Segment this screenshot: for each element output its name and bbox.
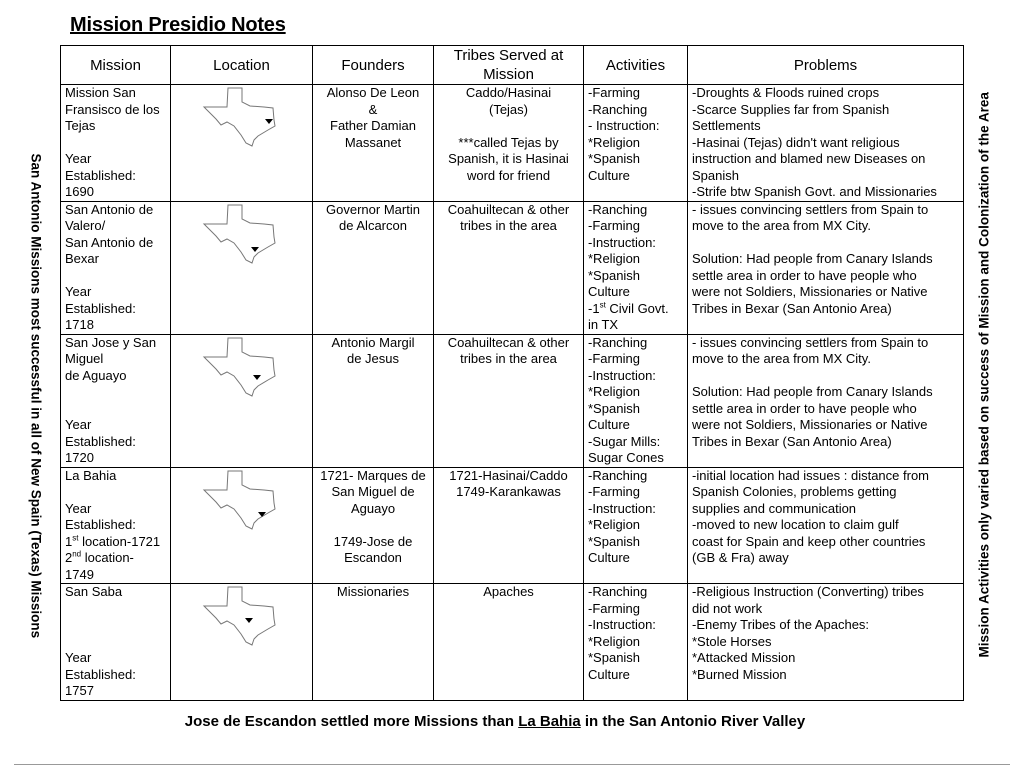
- activities-cell: [584, 334, 688, 467]
- activity-line: -Ranching: [588, 201, 648, 217]
- tribes-line: word for friend: [466, 167, 551, 183]
- founders-line: &: [368, 101, 378, 117]
- problem-line: move to the area from MX City.: [692, 351, 871, 366]
- location-cell: [171, 467, 313, 584]
- footer-text: in the San Antonio River Valley: [580, 713, 806, 730]
- activity-line: -Farming: [588, 218, 641, 233]
- table-row: [61, 334, 964, 467]
- founders-line: 1721- Marques de: [320, 467, 426, 483]
- activity-line: Culture: [588, 666, 630, 682]
- founders-cell: [313, 85, 434, 202]
- activity-line: *Religion: [588, 384, 641, 399]
- header-tribes: Tribes Served at Mission: [434, 46, 584, 85]
- table-row: [61, 85, 964, 202]
- founders-line: Governor Martin: [326, 201, 420, 217]
- established-label: Established:: [65, 666, 136, 682]
- problems-cell: [688, 85, 964, 202]
- location-date-line: 2nd location-: [65, 549, 134, 565]
- problem-line: settle area in order to have people who: [692, 267, 917, 283]
- table-row: [61, 467, 964, 584]
- problem-line: *Attacked Mission: [692, 650, 796, 665]
- tribes-cell: [434, 85, 584, 202]
- texas-map-icon: [202, 335, 282, 397]
- page-title: Mission Presidio Notes: [70, 14, 286, 36]
- activity-line: *Spanish: [588, 267, 641, 283]
- tribes-cell: [434, 201, 584, 334]
- activity-line: in TX: [588, 317, 619, 332]
- activity-line: Culture: [588, 167, 630, 183]
- activity-line: -1st Civil Govt.: [588, 300, 669, 316]
- problem-line: -initial location had issues : distance from: [692, 467, 930, 483]
- founders-cell: [313, 334, 434, 467]
- mission-cell: [61, 334, 171, 467]
- tribes-line: Caddo/Hasinai: [465, 85, 552, 100]
- year-value: 1720: [65, 450, 94, 465]
- activities-cell: [584, 584, 688, 701]
- established-label: Established:: [65, 167, 136, 183]
- tribes-line: Coahuiltecan & other: [447, 334, 570, 350]
- activity-line: *Spanish: [588, 650, 641, 665]
- activity-line: -Farming: [588, 484, 641, 499]
- activity-line: *Religion: [588, 633, 641, 649]
- mission-name-line: San Antonio de: [65, 201, 154, 217]
- left-margin-note: San Antonio Missions most successful in all of New Spain (Texas) Missions: [28, 153, 44, 639]
- mission-notes-table: [60, 45, 964, 701]
- header-row: [61, 46, 964, 85]
- problem-line: Tribes in Bexar (San Antonio Area): [692, 433, 892, 449]
- year-label: Year: [65, 417, 92, 432]
- header-founders: Founders: [313, 46, 434, 85]
- activity-line: -Sugar Mills:: [588, 433, 661, 449]
- year-label: Year: [65, 284, 92, 299]
- founders-line: de Jesus: [346, 351, 400, 366]
- problem-line: did not work: [692, 600, 763, 616]
- table-row: [61, 584, 964, 701]
- texas-map-icon: [202, 468, 282, 530]
- activity-line: -Ranching: [588, 584, 648, 599]
- texas-map-icon: [202, 584, 282, 646]
- problem-line: *Stole Horses: [692, 633, 772, 649]
- problem-line: -moved to new location to claim gulf: [692, 517, 899, 532]
- tribes-line: 1721-Hasinai/Caddo: [449, 467, 568, 483]
- activities-cell: [584, 467, 688, 584]
- location-cell: [171, 334, 313, 467]
- year-value: 1757: [65, 683, 94, 698]
- activity-line: -Farming: [588, 351, 641, 366]
- problem-line: -Hasinai (Tejas) didn't want religious: [692, 134, 900, 150]
- activities-cell: [584, 85, 688, 202]
- established-label: Established:: [65, 300, 136, 316]
- problem-line: *Burned Mission: [692, 666, 787, 682]
- mission-cell: [61, 85, 171, 202]
- established-label: Established:: [65, 433, 136, 449]
- problem-line: -Strife btw Spanish Govt. and Missionaries: [692, 184, 937, 199]
- problem-line: - issues convincing settlers from Spain to: [692, 201, 929, 217]
- year-value: 1718: [65, 317, 94, 332]
- problem-line: Solution: Had people from Canary Islands: [692, 384, 933, 399]
- founders-line: 1749-Jose de: [333, 533, 413, 549]
- mission-name-line: Valero/: [65, 218, 106, 233]
- mission-name-line: La Bahia: [65, 467, 117, 483]
- tribes-line: Apaches: [483, 584, 534, 599]
- mission-name-line: de Aguayo: [65, 367, 127, 383]
- problem-line: -Scarce Supplies far from Spanish: [692, 101, 890, 117]
- problems-cell: [688, 334, 964, 467]
- problems-cell: [688, 467, 964, 584]
- tribes-line: (Tejas): [488, 101, 528, 117]
- tribes-line: Spanish, it is Hasinai: [448, 151, 569, 166]
- header-mission: Mission: [61, 46, 171, 85]
- texas-map-icon: [202, 85, 282, 147]
- year-label: Year: [65, 650, 92, 665]
- founders-line: Massanet: [344, 134, 402, 150]
- location-cell: [171, 85, 313, 202]
- founders-cell: [313, 201, 434, 334]
- problem-line: Tribes in Bexar (San Antonio Area): [692, 300, 892, 316]
- activity-line: -Ranching: [588, 101, 648, 117]
- mission-name-line: San Jose y San: [65, 334, 157, 350]
- activity-line: *Religion: [588, 251, 641, 266]
- activity-line: Sugar Cones: [588, 450, 664, 465]
- location-cell: [171, 584, 313, 701]
- activity-line: -Farming: [588, 600, 641, 616]
- activity-line: Culture: [588, 417, 630, 432]
- tribes-cell: [434, 334, 584, 467]
- problem-line: -Enemy Tribes of the Apaches:: [692, 617, 870, 632]
- activity-line: -Instruction:: [588, 500, 656, 516]
- header-location: Location: [171, 46, 313, 85]
- problem-line: Solution: Had people from Canary Islands: [692, 251, 933, 266]
- problems-cell: [688, 201, 964, 334]
- problem-line: -Droughts & Floods ruined crops: [692, 85, 880, 100]
- texas-map-icon: [202, 202, 282, 264]
- problems-cell: [688, 584, 964, 701]
- problem-line: Spanish: [692, 167, 739, 183]
- location-date-line: 1749: [65, 566, 94, 582]
- problem-line: -Religious Instruction (Converting) tribes: [692, 584, 924, 599]
- mission-cell: [61, 467, 171, 584]
- footer-note: [0, 713, 990, 730]
- founders-line: San Miguel de: [331, 484, 415, 499]
- activity-line: -Instruction:: [588, 234, 656, 250]
- problem-line: - issues convincing settlers from Spain to: [692, 334, 929, 350]
- problem-line: move to the area from MX City.: [692, 218, 871, 233]
- tribes-cell: [434, 584, 584, 701]
- tribes-line: 1749-Karankawas: [456, 484, 561, 499]
- activity-line: *Religion: [588, 517, 641, 532]
- activity-line: - Instruction:: [588, 118, 660, 133]
- founders-line: Father Damian: [330, 118, 416, 133]
- activity-line: *Spanish: [588, 151, 641, 166]
- problem-line: (GB & Fra) away: [692, 550, 789, 565]
- year-label: Year: [65, 500, 92, 516]
- location-cell: [171, 201, 313, 334]
- mission-name-line: Bexar: [65, 251, 99, 266]
- footer-highlight: La Bahia: [518, 713, 581, 730]
- activity-line: -Farming: [588, 85, 641, 100]
- tribes-line: tribes in the area: [460, 351, 557, 366]
- activity-line: -Ranching: [588, 334, 648, 350]
- problem-line: instruction and blamed new Diseases on: [692, 151, 926, 166]
- activities-cell: [584, 201, 688, 334]
- activity-line: Culture: [588, 284, 630, 299]
- founders-line: Missionaries: [336, 584, 410, 599]
- founders-cell: [313, 467, 434, 584]
- footer-text: Jose de Escandon settled more Missions than: [184, 713, 519, 730]
- founders-line: Escandon: [344, 550, 402, 565]
- problem-line: Spanish Colonies, problems getting: [692, 484, 897, 499]
- tribes-line: ***called Tejas by: [458, 134, 559, 150]
- tribes-cell: [434, 467, 584, 584]
- mission-name-line: Tejas: [65, 118, 96, 133]
- activity-line: -Ranching: [588, 467, 648, 483]
- founders-line: Alonso De Leon: [326, 85, 420, 100]
- bottom-divider: [14, 764, 1010, 765]
- problem-line: Settlements: [692, 118, 761, 133]
- mission-name-line: Fransisco de los: [65, 101, 160, 117]
- founders-cell: [313, 584, 434, 701]
- year-value: 1690: [65, 184, 94, 199]
- problem-line: supplies and communication: [692, 500, 857, 516]
- right-margin-note: Mission Activities only varied based on success of Mission and Colonization of the Area: [976, 92, 992, 658]
- problem-line: were not Soldiers, Missionaries or Native: [692, 284, 928, 299]
- activity-line: Culture: [588, 550, 630, 565]
- tribes-line: tribes in the area: [460, 218, 557, 233]
- founders-line: de Alcarcon: [339, 218, 407, 233]
- header-problems: Problems: [688, 46, 964, 85]
- tribes-line: Coahuiltecan & other: [447, 201, 570, 217]
- mission-cell: [61, 201, 171, 334]
- mission-name-line: San Saba: [65, 584, 123, 599]
- table-row: [61, 201, 964, 334]
- founders-line: Aguayo: [350, 500, 396, 516]
- activity-line: -Instruction:: [588, 367, 656, 383]
- founders-line: Antonio Margil: [331, 334, 415, 350]
- activity-line: *Religion: [588, 134, 641, 150]
- location-date-line: 1st location-1721: [65, 533, 161, 549]
- mission-cell: [61, 584, 171, 701]
- established-label: Established:: [65, 517, 136, 532]
- mission-name-line: San Antonio de: [65, 234, 154, 250]
- problem-line: were not Soldiers, Missionaries or Native: [692, 417, 928, 432]
- problem-line: settle area in order to have people who: [692, 400, 917, 416]
- activity-line: *Spanish: [588, 533, 641, 549]
- year-label: Year: [65, 151, 92, 166]
- problem-line: coast for Spain and keep other countries: [692, 533, 926, 549]
- activity-line: *Spanish: [588, 400, 641, 416]
- activity-line: -Instruction:: [588, 617, 656, 632]
- mission-name-line: Mission San: [65, 85, 136, 100]
- header-activities: Activities: [584, 46, 688, 85]
- mission-name-line: Miguel: [65, 351, 104, 366]
